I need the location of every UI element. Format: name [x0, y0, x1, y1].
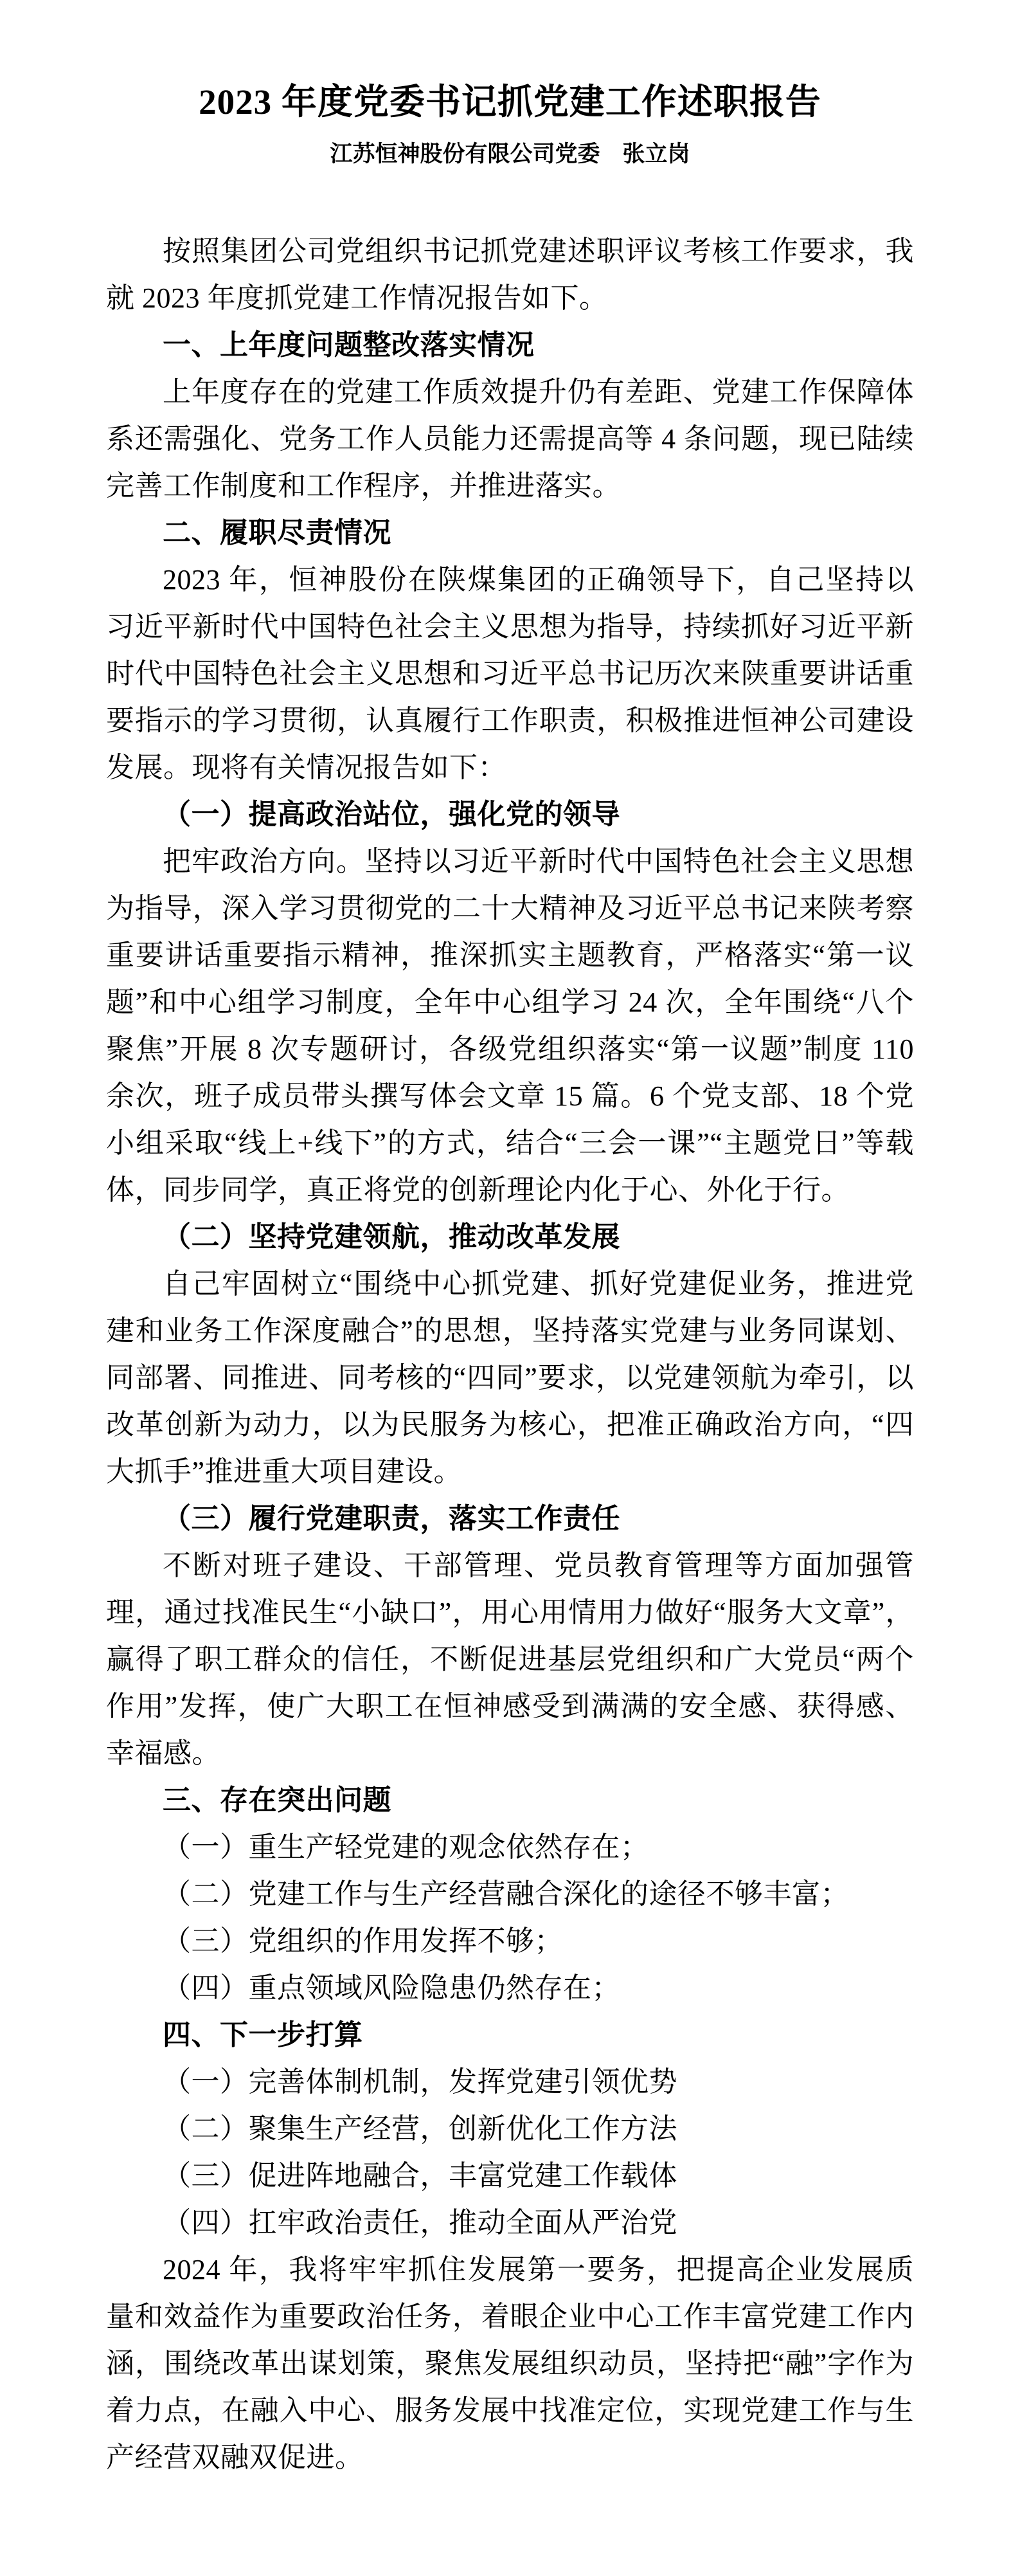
paragraph-intro: 按照集团公司党组织书记抓党建述职评议考核工作要求，我就 2023 年度抓党建工作情况报告如下。 [106, 235, 914, 314]
problem-item-4: （四）重点领域风险隐患仍然存在； [163, 1972, 620, 2004]
problem-item-1: （一）重生产轻党建的观念依然存在； [163, 1831, 649, 1863]
section-heading-4: 四、下一步打算 [163, 2019, 363, 2051]
doc-title: 2023 年度党委书记抓党建工作述职报告 [199, 82, 821, 122]
paragraph-2-2: 自己牢固树立“围绕中心抓党建、抓好党建促业务，推进党建和业务工作深度融合”的思想，坚持落实党建与业务同谋划、同部署、同推进、同考核的“四同”要求，以党建领航为牵引，以改革创新为动力，以为民服务为核心，把准正确政治方向，“四大抓手”推进重大项目建设。 [106, 1268, 914, 1487]
paragraph-closing: 2024 年，我将牢牢抓住发展第一要务，把提高企业发展质量和效益作为重要政治任务，着眼企业中心工作丰富党建工作内涵，围绕改革出谋划策，聚焦发展组织动员，坚持把“融”字作为着力点，在融入中心、服务发展中找准定位，实现党建工作与生产经营双融双促进。 [106, 2254, 914, 2473]
section-heading-1: 一、上年度问题整改落实情况 [163, 329, 535, 361]
plan-item-2: （二）聚集生产经营，创新优化工作方法 [163, 2113, 677, 2145]
paragraph-section-2: 2023 年，恒神股份在陕煤集团的正确领导下，自己坚持以习近平新时代中国特色社会主义思想为指导，持续抓好习近平新时代中国特色社会主义思想和习近平总书记历次来陕重要讲话重要指示的学习贯彻，认真履行工作职责，积极推进恒神公司建设发展。现将有关情况报告如下： [106, 564, 914, 783]
subheading-2-1: （一）提高政治站位，强化党的领导 [163, 799, 620, 830]
paragraph-2-1: 把牢政治方向。坚持以习近平新时代中国特色社会主义思想为指导，深入学习贯彻党的二十大精神及习近平总书记来陕考察重要讲话重要指示精神，推深抓实主题教育，严格落实“第一议题”和中心组学习制度，全年中心组学习 24 次，全年围绕“八个聚焦”开展 8 次专题研讨，各级党组织落实“第一议题”制度 110 余次，班子成员带头撰写体会文章 15 篇。6 个党支部、18 个党小组采取“线上+线下”的方式，结合“三会一课”“主题党日”等载体，同步同学，真正将党的创新理论内化于心、外化于行。 [106, 846, 914, 1206]
problem-item-2: （二）党建工作与生产经营融合深化的途径不够丰富； [163, 1878, 849, 1910]
subheading-2-3: （三）履行党建职责，落实工作责任 [163, 1503, 620, 1534]
subheading-2-2: （二）坚持党建领航，推动改革发展 [163, 1221, 620, 1253]
paragraph-section-1: 上年度存在的党建工作质效提升仍有差距、党建工作保障体系还需强化、党务工作人员能力还需提高等 4 条问题，现已陆续完善工作制度和工作程序，并推进落实。 [106, 376, 914, 502]
problem-item-3: （三）党组织的作用发挥不够； [163, 1925, 563, 1957]
plan-item-3: （三）促进阵地融合，丰富党建工作载体 [163, 2160, 677, 2191]
doc-byline: 江苏恒神股份有限公司党委 张立岗 [330, 141, 690, 167]
section-heading-2: 二、履职尽责情况 [163, 517, 391, 549]
plan-item-4: （四）扛牢政治责任，推动全面从严治党 [163, 2207, 677, 2238]
section-heading-3: 三、存在突出问题 [163, 1784, 391, 1816]
paragraph-2-3: 不断对班子建设、干部管理、党员教育管理等方面加强管理，通过找准民生“小缺口”，用心用情用力做好“服务大文章”，赢得了职工群众的信任，不断促进基层党组织和广大党员“两个作用”发挥，使广大职工在恒神感受到满满的安全感、获得感、幸福感。 [106, 1550, 914, 1769]
plan-item-1: （一）完善体制机制，发挥党建引领优势 [163, 2066, 677, 2098]
